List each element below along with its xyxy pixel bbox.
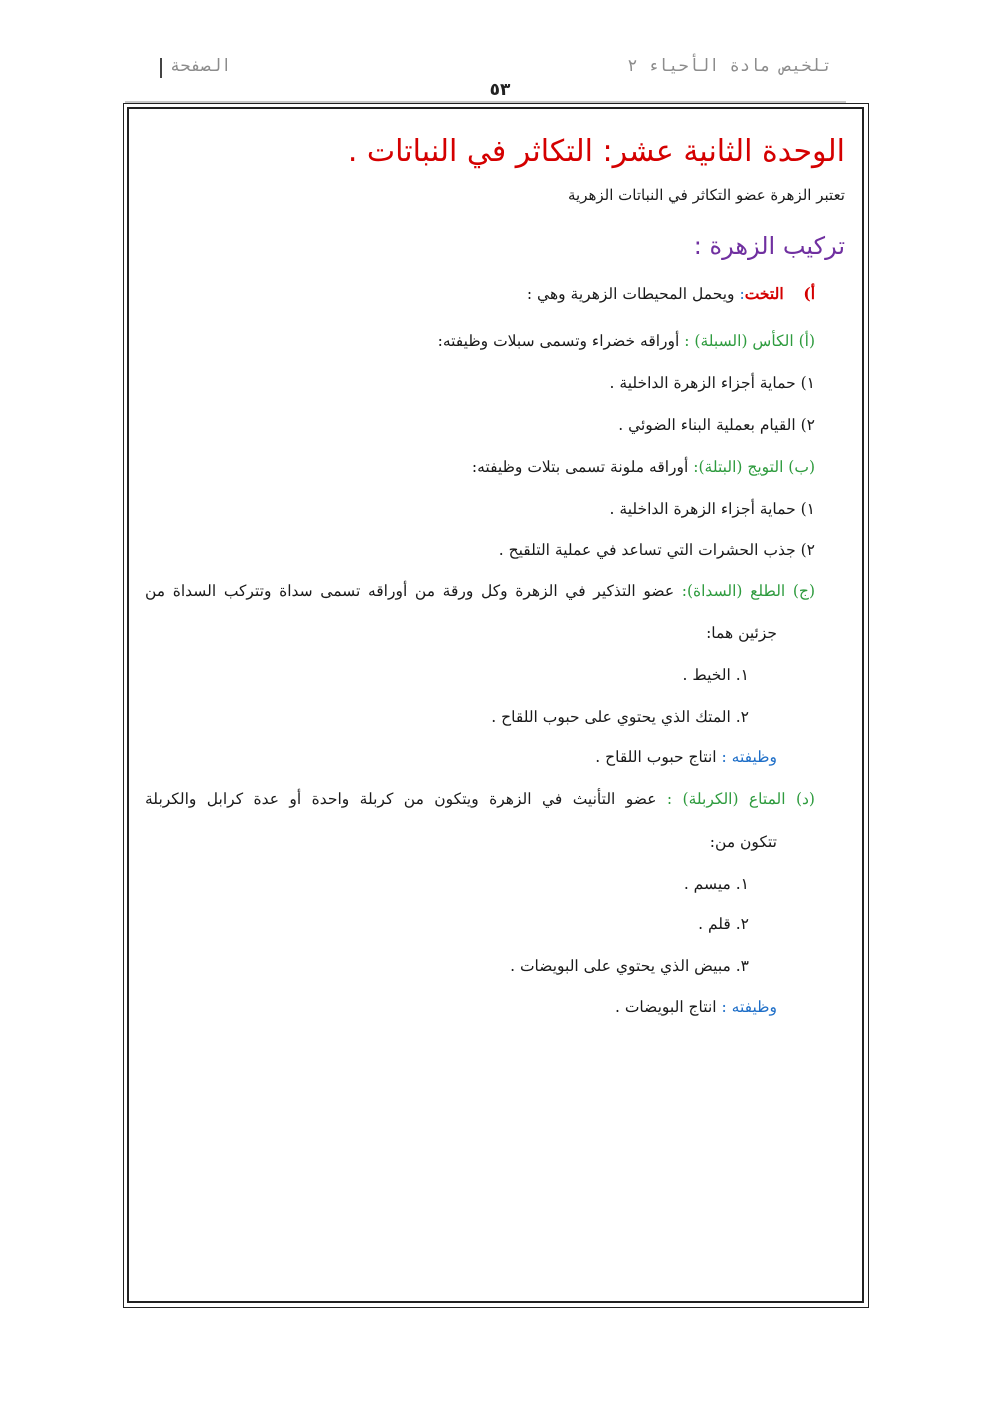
gynoecium-function-text: انتاج البويضات . xyxy=(614,998,717,1016)
receptacle-label: التخت xyxy=(744,284,784,303)
androecium-line xyxy=(145,582,815,600)
calyx-label: (أ) الكأس (السبلة) : xyxy=(684,332,815,350)
gynoecium-text-cont: تتكون من: xyxy=(709,833,777,851)
androecium-function xyxy=(595,748,777,766)
list-item: ٢. المتك الذي يحتوي على حبوب اللقاح . xyxy=(491,708,749,726)
calyx-line xyxy=(438,332,815,350)
androecium-label: (ج) الطلع (السداة): xyxy=(681,582,815,600)
calyx-text: أوراقه خضراء وتسمى سبلات وظيفته: xyxy=(437,332,680,350)
list-item: ١) حماية أجزاء الزهرة الداخلية . xyxy=(609,374,815,392)
receptacle-marker: أ) xyxy=(803,284,815,303)
receptacle-line xyxy=(527,284,815,303)
list-item: ١) حماية أجزاء الزهرة الداخلية . xyxy=(609,500,815,518)
list-item: ١. الخيط . xyxy=(682,666,749,684)
intro-text: تعتبر الزهرة عضو التكاثر في النباتات الزهرية xyxy=(567,186,845,204)
header-doc-title: تلخيص مادة الأحياء ٢ xyxy=(627,56,832,76)
gynoecium-label: (د) المتاع (الكربلة) : xyxy=(666,790,815,808)
unit-title: الوحدة الثانية عشر: التكاثر في النباتات . xyxy=(347,134,845,169)
list-item: ٢. قلم . xyxy=(698,915,749,933)
list-item: ٢) القيام بعملية البناء الضوئي . xyxy=(618,416,815,434)
section-title: تركيب الزهرة : xyxy=(693,232,845,260)
corolla-label: (ب) التويج (البتلة): xyxy=(693,458,815,476)
gynoecium-function xyxy=(615,998,777,1016)
androecium-text: عضو التذكير في الزهرة وكل ورقة من أوراقه تسمى سداة وتتركب السداة من xyxy=(145,582,675,600)
androecium-function-label: وظيفته : xyxy=(721,748,777,766)
page-number: ٥٣ xyxy=(489,80,511,100)
corolla-text: أوراقه ملونة تسمى بتلات وظيفته: xyxy=(471,458,689,476)
list-item: ٢) جذب الحشرات التي تساعد في عملية التلقيح . xyxy=(498,541,815,559)
receptacle-colon: : xyxy=(739,285,745,303)
androecium-function-text: انتاج حبوب اللقاح . xyxy=(595,748,717,766)
gynoecium-function-label: وظيفته : xyxy=(721,998,777,1016)
header-divider-bar xyxy=(160,58,162,78)
receptacle-text: ويحمل المحيطات الزهرية وهي : xyxy=(526,285,735,303)
list-item: ٣. مبيض الذي يحتوي على البويضات . xyxy=(510,957,749,975)
androecium-text-cont: جزئين هما: xyxy=(706,624,777,642)
gynoecium-text: عضو التأنيث في الزهرة ويتكون من كربلة واحدة أو عدة كرابل والكربلة xyxy=(145,790,657,808)
corolla-line xyxy=(472,458,815,476)
list-item: ١. ميسم . xyxy=(683,875,749,893)
header-page-label: الصفحة xyxy=(170,56,232,76)
gynoecium-line xyxy=(145,790,815,808)
